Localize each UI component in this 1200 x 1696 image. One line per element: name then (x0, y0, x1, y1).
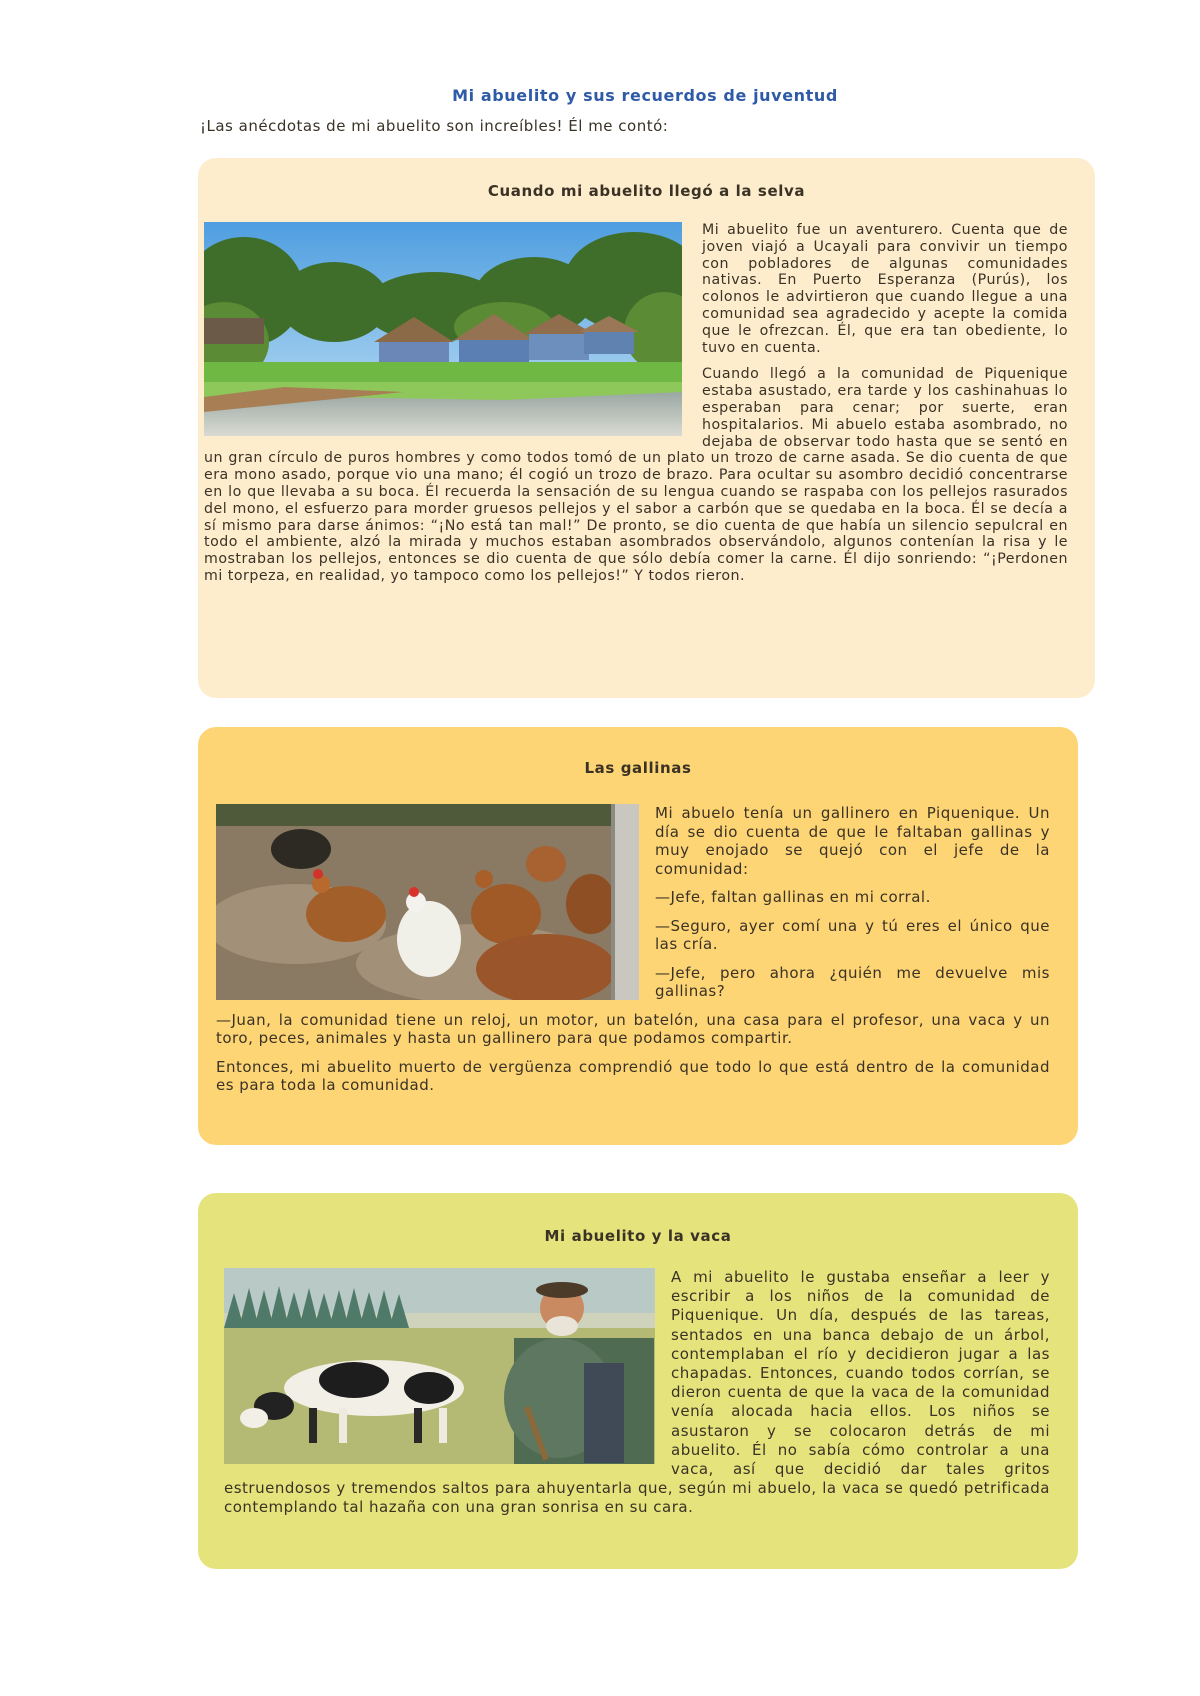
story-paragraph: —Jefe, faltan gallinas en mi corral. (655, 888, 931, 906)
story-title: Las gallinas (584, 759, 692, 777)
intro-text: ¡Las anécdotas de mi abuelito son increíbles! Él me contó: (200, 117, 669, 135)
story-card-vaca (198, 1193, 1078, 1569)
story-body (204, 222, 1068, 585)
story-body (224, 1268, 1050, 1518)
jungle-village-photo (204, 222, 682, 436)
story-body (216, 804, 1050, 1095)
story-title: Mi abuelito y la vaca (544, 1227, 732, 1245)
story-title: Cuando mi abuelito llegó a la selva (487, 182, 806, 200)
story-paragraph: A mi abuelito le gustaba enseñar a leer y escribir a los niños de la comunidad de Piquenique. Un día, después de las tareas, sentados en una banca debajo de un árbol, contemplaban el río y decidieron jugar a las chapadas. Entonces, cuando todos corrían, se dieron cuenta de que la vaca de la comunidad venía alocada hacia ellos. Los niños se asustaron y se colocaron detrás de mi abuelito. Él no sabía cómo controlar a una vaca, así que decidió dar tales gritos estruendosos y tremendos saltos para ahuyentarla que, según mi abuelo, la vaca se quedó petrificada contemplando tal hazaña con una gran sonrisa en su cara. (224, 1268, 1050, 1517)
story-paragraph: —Juan, la comunidad tiene un reloj, un motor, un batelón, una casa para el profesor, una vaca y un toro, peces, animales y hasta un gallinero para que podamos compartir. (216, 1010, 1050, 1047)
story-paragraph: Entonces, mi abuelito muerto de vergüenza comprendió que todo lo que está dentro de la comunidad es para toda la comunidad. (216, 1057, 1050, 1094)
story-paragraph: Mi abuelo tenía un gallinero en Piquenique. Un día se dio cuenta de que le faltaban gallinas y muy enojado se quejó con el jefe de la comunidad: (655, 804, 1050, 878)
document-title: Mi abuelito y sus recuerdos de juventud (452, 86, 838, 105)
story-paragraph: Mi abuelito fue un aventurero. Cuenta que de joven viajó a Ucayali para convivir un tiempo con pobladores de algunas comunidades nativas. En Puerto Esperanza (Purús), los colonos le advirtieron que cuando llegue a una comunidad sea agradecido y acepte la comida que le ofrezcan. Él, que era tan obediente, lo tuvo en cuenta. (702, 222, 1068, 356)
story-paragraph: —Jefe, pero ahora ¿quién me devuelve mis gallinas? (655, 963, 1050, 1000)
story-card-gallinas (198, 727, 1078, 1145)
cow-painting (224, 1268, 655, 1464)
story-paragraph: —Seguro, ayer comí una y tú eres el único que las cría. (655, 916, 1050, 953)
story-paragraph: Cuando llegó a la comunidad de Piquenique estaba asustado, era tarde y los cashinahuas lo esperaban para cenar; por suerte, eran hospitalarios. Mi abuelo estaba asombrado, no dejaba de observar todo hasta que se sentó en un gran círculo de puros hombres y como todos tomó de un plato un trozo de carne asada. Se dio cuenta de que era mono asado, porque vio una mano; él cogió un trozo de brazo. Para ocultar su asombro decidió concentrarse en lo que llevaba a su boca. Él recuerda la sensación de su lengua cuando se raspaba con los pellejos rasurados del mono, el esfuerzo para morder gruesos pellejos y el sabor a carbón que se quedaba en la boca. Él se decía a sí mismo para darse ánimos: “¡No está tan mal!” De pronto, se dio cuenta de que había un silencio sepulcral en todo el ambiente, alzó la mirada y muchos estaban asombrados observándolo, algunos contenían la risa y le mostraban los pellejos, entonces se dio cuenta de que sólo debía comer la carne. Él dijo sonriendo: “¡Perdonen mi torpeza, en realidad, yo tampoco como los pellejos!” Y todos rieron. (204, 366, 1068, 584)
story-card-selva (198, 158, 1095, 698)
hens-photo (216, 804, 639, 1000)
